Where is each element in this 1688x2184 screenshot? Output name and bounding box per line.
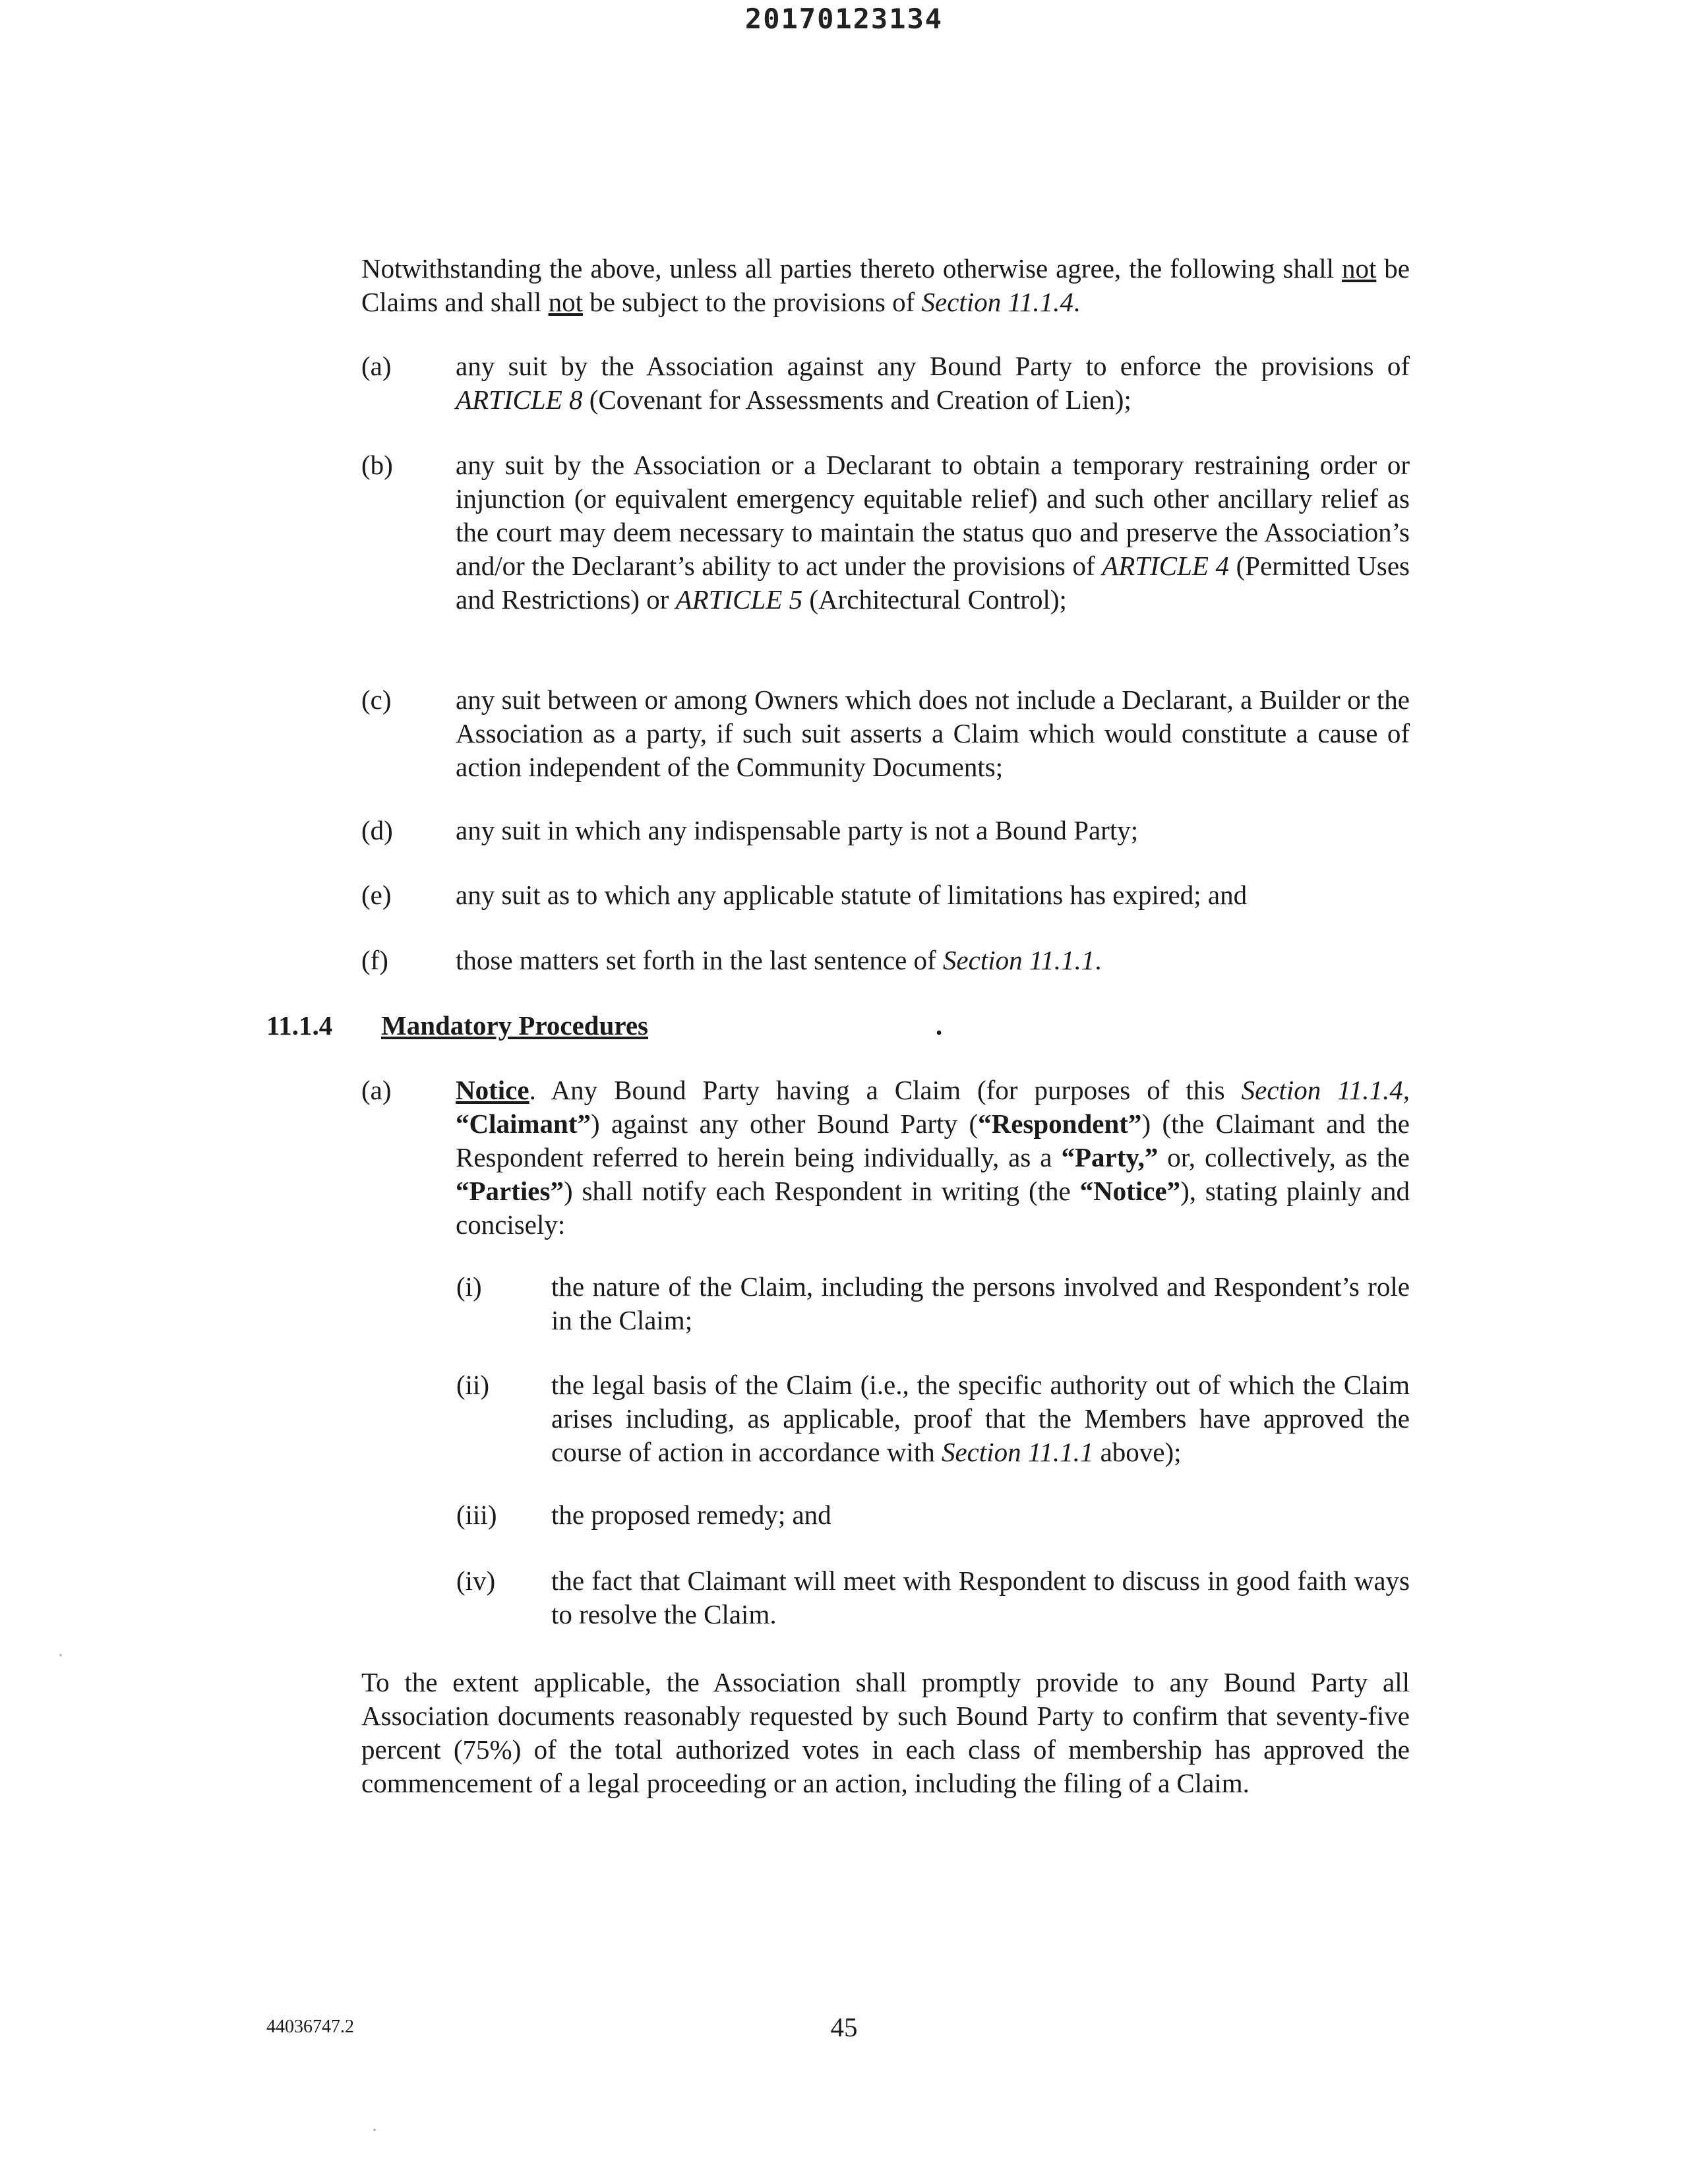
exclusion-text [456,349,1410,417]
text-run: ) (the Claimant and the Respondent referred to herein being individually, as a [456,1108,1410,1172]
subitem-text: the proposed remedy; and [551,1500,831,1530]
text-run: (Permitted Uses and Restrictions) or [456,551,1410,615]
section-title [381,1009,648,1043]
intro-text-2: be Claims and shall [361,253,1410,317]
notice-text [456,1074,1410,1242]
text-run: ), stating plainly and concisely: [456,1176,1410,1240]
exclusion-text: any suit in which any indispensable party is not a Bound Party; [456,815,1139,845]
exclusion-label: (e) [361,880,392,910]
exclusion-label: (c) [361,684,392,715]
defined-term: “Claimant” [456,1108,591,1139]
exclusion-label: (b) [361,450,393,480]
intro-not-2: not [548,287,583,317]
exclusion-text: any suit between or among Owners which does not include a Declarant, a Builder or the Association as a party, if such suit asserts a Claim which would constitute a cause of action independent of the Community Documents; [456,684,1410,782]
text-run: or, collectively, as the [1158,1142,1410,1172]
section-ref: Section 11.1.1 [942,945,1095,975]
text-run: (Architectural Control); [802,584,1067,615]
article-ref: ARTICLE 5 [675,584,803,615]
text-run: ) against any other Bound Party ( [591,1108,979,1139]
text-run: (Covenant for Assessments and Creation of Lien); [582,384,1131,415]
section-title-suffix: . [936,1010,943,1041]
article-ref: ARTICLE 4 [1102,551,1230,581]
subitem-label: (i) [456,1271,482,1302]
section-title-text: Mandatory Procedures [381,1010,649,1041]
scan-speck [59,1654,62,1656]
intro-paragraph [361,252,1410,319]
closing-paragraph: To the extent applicable, the Association shall promptly provide to any Bound Party all Association documents reasonably requested by such Bound Party to confirm that seventy-five percent (75%) of the total authorized votes in each class of membership has approved the commencement of a legal proceeding or an action, including the filing of a Claim. [361,1667,1410,1798]
intro-section-ref: Section 11.1.4 [921,287,1073,317]
text-run: those matters set forth in the last sentence of [456,945,943,975]
text-run: any suit by the Association or a Declarant to obtain a temporary restraining order or injunction (or equivalent emergency equitable relief) and such other ancillary relief as the court may deem necessary to maintain the status quo and preserve the Association’s and/or the Declarant’s ability to act under the provisions of [456,450,1410,581]
defined-term: “Party,” [1061,1142,1159,1172]
page-number: 45 [830,2012,858,2042]
intro-text-3: be subject to the provisions of [582,287,922,317]
subitem-label: (iv) [456,1565,496,1596]
exclusion-label: (d) [361,815,393,845]
text-run: any suit by the Association against any Bound Party to enforce the provisions of [456,351,1410,381]
text-run: . Any Bound Party having a Claim (for purposes of this [529,1075,1242,1105]
subitem-label: (iii) [456,1500,497,1530]
notice-label: (a) [361,1075,392,1105]
notice-heading: Notice [456,1075,529,1105]
recording-number: 20170123134 [744,3,944,35]
defined-term: “Notice” [1079,1176,1181,1206]
text-run: the legal basis of the Claim (i.e., the specific authority out of which the Claim arises including, as applicable, proof that the Members have approved the course of action in accordance with [551,1370,1410,1467]
text-run: ) shall notify each Respondent in writing (the [563,1176,1080,1206]
section-ref: Section 11.1.4, [1241,1075,1410,1105]
exclusion-label: (a) [361,351,392,381]
text-run: above); [1093,1437,1182,1467]
intro-text-4: . [1073,287,1081,317]
exclusion-text: any suit as to which any applicable statute of limitations has expired; and [456,880,1248,910]
defined-term: “Respondent” [978,1108,1142,1139]
intro-not-1: not [1341,253,1377,284]
scan-speck [373,2129,376,2131]
article-ref: ARTICLE 8 [456,384,583,415]
text-run: . [1095,945,1102,975]
section-ref: Section 11.1.1 [941,1437,1094,1467]
defined-term: “Parties” [456,1176,564,1206]
section-number: 11.1.4 [266,1010,333,1041]
subitem-label: (ii) [456,1370,490,1400]
exclusion-label: (f) [361,945,388,975]
exclusion-text [456,448,1410,617]
subitem-text: the fact that Claimant will meet with Respondent to discuss in good faith ways to resolve the Claim. [551,1565,1410,1629]
subitem-text [551,1368,1410,1469]
footer-document-id: 44036747.2 [266,2017,354,2037]
subitem-text: the nature of the Claim, including the persons involved and Respondent’s role in the Claim; [551,1271,1410,1335]
exclusion-text [456,944,1410,977]
intro-text-1: Notwithstanding the above, unless all parties thereto otherwise agree, the following shall [361,253,1342,284]
